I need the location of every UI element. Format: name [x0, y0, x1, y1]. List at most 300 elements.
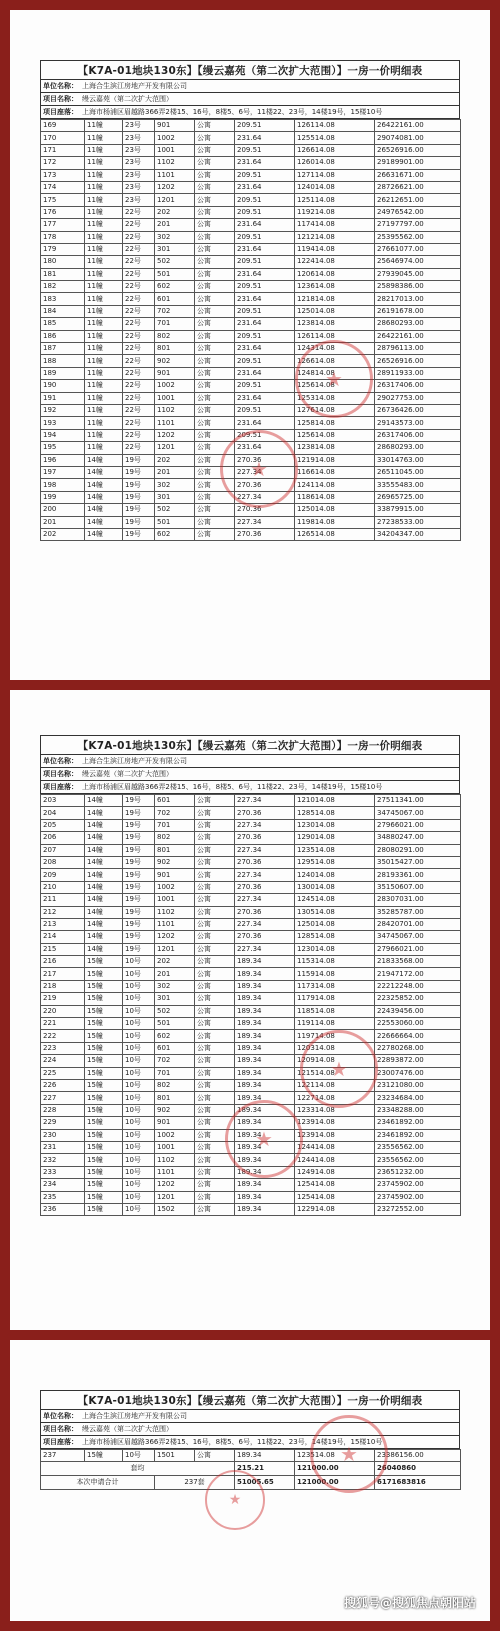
project-value: 缦云嘉苑（第二次扩大范围）: [82, 95, 173, 103]
table-cell: 702: [155, 305, 195, 317]
project-value: 缦云嘉苑（第二次扩大范围）: [82, 1425, 173, 1433]
table-cell: 209.51: [235, 355, 295, 367]
table-cell: 702: [155, 807, 195, 819]
table-cell: 126514.08: [295, 528, 375, 540]
table-cell: 公寓: [195, 968, 235, 980]
table-cell: 123814.08: [295, 442, 375, 454]
table-cell: 195: [41, 442, 85, 454]
table-cell: 129514.08: [295, 856, 375, 868]
table-row: [41, 293, 461, 305]
project-label: 项目名称：: [43, 95, 78, 103]
table-cell: 119814.08: [295, 516, 375, 528]
table-cell: 123914.08: [295, 1117, 375, 1129]
table-cell: 227.34: [235, 491, 295, 503]
table-cell: 公寓: [195, 355, 235, 367]
table-cell: 19号: [123, 832, 155, 844]
table-cell: 190: [41, 380, 85, 392]
table-cell: 23号: [123, 120, 155, 132]
total-units: 237套: [155, 1476, 235, 1490]
table-cell: 230: [41, 1129, 85, 1141]
table-cell: 14幢: [85, 869, 123, 881]
table-cell: 22号: [123, 268, 155, 280]
table-cell: 118514.08: [295, 1005, 375, 1017]
table-cell: 14幢: [85, 454, 123, 466]
table-cell: 22号: [123, 281, 155, 293]
table-cell: 11幢: [85, 243, 123, 255]
table-cell: 11幢: [85, 293, 123, 305]
table-cell: 11幢: [85, 392, 123, 404]
table-cell: 23461892.00: [375, 1129, 461, 1141]
table-cell: 公寓: [195, 417, 235, 429]
table-cell: 124414.08: [295, 1141, 375, 1153]
table-row: [41, 881, 461, 893]
table-cell: 23007476.00: [375, 1067, 461, 1079]
table-cell: 公寓: [195, 466, 235, 478]
table-cell: 公寓: [195, 392, 235, 404]
table-cell: 602: [155, 1030, 195, 1042]
table-cell: 119414.08: [295, 243, 375, 255]
table-cell: 公寓: [195, 243, 235, 255]
table-cell: 228: [41, 1104, 85, 1116]
table-cell: 22号: [123, 231, 155, 243]
table-cell: 1201: [155, 943, 195, 955]
table-cell: 公寓: [195, 1450, 235, 1462]
table-cell: 189: [41, 367, 85, 379]
table-cell: 209.51: [235, 120, 295, 132]
table-cell: 209.51: [235, 144, 295, 156]
table-cell: 901: [155, 1117, 195, 1129]
table-row: [41, 844, 461, 856]
table-cell: 公寓: [195, 819, 235, 831]
table-cell: 236: [41, 1203, 85, 1215]
table-cell: 125014.08: [295, 918, 375, 930]
table-cell: 19号: [123, 881, 155, 893]
table-cell: 19号: [123, 906, 155, 918]
table-cell: 25395562.00: [375, 231, 461, 243]
table-cell: 1002: [155, 1129, 195, 1141]
table-cell: 28307031.00: [375, 894, 461, 906]
table-row: [41, 169, 461, 181]
table-cell: 189.34: [235, 1055, 295, 1067]
total-area: 51005.65: [235, 1476, 295, 1490]
table-cell: 11幢: [85, 219, 123, 231]
table-cell: 公寓: [195, 132, 235, 144]
table-row: [41, 869, 461, 881]
table-cell: 公寓: [195, 318, 235, 330]
table-cell: 15幢: [85, 1092, 123, 1104]
table-cell: 122914.08: [295, 1203, 375, 1215]
table-cell: 226: [41, 1079, 85, 1091]
table-cell: 185: [41, 318, 85, 330]
table-cell: 229: [41, 1117, 85, 1129]
location-label: 项目座落：: [43, 108, 78, 116]
project-row: [40, 768, 460, 781]
table-cell: 11幢: [85, 181, 123, 193]
table-cell: 23号: [123, 169, 155, 181]
table-row: [41, 491, 461, 503]
table-cell: 10号: [123, 1141, 155, 1153]
table-cell: 22号: [123, 355, 155, 367]
table-cell: 232: [41, 1154, 85, 1166]
table-cell: 公寓: [195, 367, 235, 379]
table-cell: 127614.08: [295, 404, 375, 416]
table-cell: 33014763.00: [375, 454, 461, 466]
table-cell: 189.34: [235, 1042, 295, 1054]
table-row: [41, 181, 461, 193]
table-cell: 14幢: [85, 504, 123, 516]
table-row: [41, 1179, 461, 1191]
table-cell: 126614.08: [295, 355, 375, 367]
table-cell: 169: [41, 120, 85, 132]
table-cell: 121914.08: [295, 454, 375, 466]
source-watermark: 搜狐号@搜狐焦点朝阳站: [343, 1596, 476, 1610]
table-cell: 115314.08: [295, 956, 375, 968]
table-cell: 10号: [123, 1191, 155, 1203]
table-row: [41, 832, 461, 844]
table-cell: 14幢: [85, 906, 123, 918]
table-row: [41, 943, 461, 955]
table-cell: 209.51: [235, 281, 295, 293]
table-cell: 179: [41, 243, 85, 255]
table-cell: 公寓: [195, 1179, 235, 1191]
project-value: 缦云嘉苑（第二次扩大范围）: [82, 770, 173, 778]
table-cell: 22666664.00: [375, 1030, 461, 1042]
table-cell: 117914.08: [295, 993, 375, 1005]
table-cell: 11幢: [85, 256, 123, 268]
table-cell: 301: [155, 993, 195, 1005]
table-cell: 231.64: [235, 392, 295, 404]
project-row: [40, 93, 460, 106]
table-cell: 701: [155, 819, 195, 831]
table-cell: 198: [41, 479, 85, 491]
table-cell: 23556562.00: [375, 1141, 461, 1153]
table-cell: 公寓: [195, 844, 235, 856]
table-cell: 123914.08: [295, 1129, 375, 1141]
table-cell: 10号: [123, 1203, 155, 1215]
average-label: 套均: [41, 1462, 235, 1476]
table-cell: 189.34: [235, 956, 295, 968]
table-cell: 公寓: [195, 906, 235, 918]
table-cell: 28796113.00: [375, 343, 461, 355]
table-cell: 19号: [123, 454, 155, 466]
table-cell: 189.34: [235, 1141, 295, 1153]
table-cell: 公寓: [195, 1030, 235, 1042]
table-cell: 22553060.00: [375, 1018, 461, 1030]
total-label: 本次申请合计: [41, 1476, 155, 1490]
table-row: [41, 392, 461, 404]
table-cell: 11幢: [85, 380, 123, 392]
table-cell: 1002: [155, 132, 195, 144]
table-cell: 14幢: [85, 943, 123, 955]
table-cell: 19号: [123, 819, 155, 831]
table-cell: 1202: [155, 931, 195, 943]
table-cell: 14幢: [85, 832, 123, 844]
table-cell: 26317406.00: [375, 380, 461, 392]
table-row: [41, 256, 461, 268]
table-cell: 173: [41, 169, 85, 181]
table-row: [41, 1042, 461, 1054]
table-row: [41, 1154, 461, 1166]
average-row: [41, 1462, 461, 1476]
table-cell: 26965725.00: [375, 491, 461, 503]
table-cell: 177: [41, 219, 85, 231]
table-cell: 26212651.00: [375, 194, 461, 206]
table-cell: 189.34: [235, 1117, 295, 1129]
table-cell: 19号: [123, 504, 155, 516]
table-row: [41, 1018, 461, 1030]
table-cell: 802: [155, 1079, 195, 1091]
table-cell: 210: [41, 881, 85, 893]
table-cell: 213: [41, 918, 85, 930]
table-cell: 公寓: [195, 980, 235, 992]
table-cell: 23234684.00: [375, 1092, 461, 1104]
table-cell: 215: [41, 943, 85, 955]
table-cell: 公寓: [195, 956, 235, 968]
table-cell: 14幢: [85, 807, 123, 819]
table-cell: 公寓: [195, 1018, 235, 1030]
table-cell: 22号: [123, 442, 155, 454]
table-row: [41, 429, 461, 441]
table-cell: 189.34: [235, 1450, 295, 1462]
table-cell: 11幢: [85, 305, 123, 317]
table-cell: 23348288.00: [375, 1104, 461, 1116]
table-row: [41, 442, 461, 454]
table-cell: 702: [155, 1055, 195, 1067]
table-cell: 270.36: [235, 528, 295, 540]
table-cell: 217: [41, 968, 85, 980]
table-cell: 15幢: [85, 1450, 123, 1462]
table-cell: 10号: [123, 1104, 155, 1116]
table-cell: 231.64: [235, 367, 295, 379]
table-cell: 公寓: [195, 219, 235, 231]
table-cell: 227.34: [235, 466, 295, 478]
table-cell: 902: [155, 856, 195, 868]
table-cell: 1001: [155, 392, 195, 404]
table-cell: 184: [41, 305, 85, 317]
table-cell: 10号: [123, 1166, 155, 1178]
table-cell: 182: [41, 281, 85, 293]
table-cell: 181: [41, 268, 85, 280]
table-cell: 801: [155, 844, 195, 856]
unit-row: [40, 755, 460, 768]
table-cell: 公寓: [195, 943, 235, 955]
price-sheet-page-1: [10, 10, 490, 680]
table-row: [41, 528, 461, 540]
table-row: [41, 516, 461, 528]
table-cell: 209.51: [235, 194, 295, 206]
location-value: 上海市杨浦区眉越路366弄2楼15、16号，8楼5、6号，11楼22、23号，14楼19号，15楼10号: [82, 108, 383, 116]
table-row: [41, 157, 461, 169]
table-cell: 233: [41, 1166, 85, 1178]
table-cell: 1101: [155, 169, 195, 181]
table-cell: 130514.08: [295, 906, 375, 918]
table-cell: 27966021.00: [375, 943, 461, 955]
table-cell: 25646974.00: [375, 256, 461, 268]
table-cell: 10号: [123, 1129, 155, 1141]
table-cell: 125314.08: [295, 392, 375, 404]
table-cell: 27966021.00: [375, 819, 461, 831]
table-cell: 10号: [123, 1450, 155, 1462]
table-cell: 270.36: [235, 504, 295, 516]
table-row: [41, 1030, 461, 1042]
table-cell: 189.34: [235, 1129, 295, 1141]
table-cell: 124914.08: [295, 1166, 375, 1178]
table-cell: 227.34: [235, 844, 295, 856]
table-cell: 188: [41, 355, 85, 367]
total-price: 121000.00: [295, 1476, 375, 1490]
table-cell: 11幢: [85, 144, 123, 156]
table-cell: 26631671.00: [375, 169, 461, 181]
table-cell: 189.34: [235, 1079, 295, 1091]
table-cell: 14幢: [85, 894, 123, 906]
table-cell: 15幢: [85, 956, 123, 968]
table-cell: 189.34: [235, 980, 295, 992]
sheet-title: 【K7A-01地块130东】【缦云嘉苑（第二次扩大范围）】一房一价明细表: [40, 735, 460, 755]
table-cell: 204: [41, 807, 85, 819]
table-cell: 公寓: [195, 206, 235, 218]
table-cell: 14幢: [85, 881, 123, 893]
table-cell: 23121080.00: [375, 1079, 461, 1091]
price-sheet-page-3: [10, 1340, 490, 1621]
table-cell: 189.34: [235, 1030, 295, 1042]
table-cell: 22893872.00: [375, 1055, 461, 1067]
table-cell: 23号: [123, 144, 155, 156]
table-cell: 10号: [123, 1055, 155, 1067]
table-cell: 224: [41, 1055, 85, 1067]
table-row: [41, 906, 461, 918]
table-cell: 127114.08: [295, 169, 375, 181]
table-cell: 28726621.00: [375, 181, 461, 193]
table-cell: 189.34: [235, 1191, 295, 1203]
table-row: [41, 807, 461, 819]
table-cell: 202: [155, 206, 195, 218]
table-cell: 174: [41, 181, 85, 193]
table-cell: 189.34: [235, 993, 295, 1005]
location-row: [40, 106, 460, 119]
table-cell: 128514.08: [295, 807, 375, 819]
location-value: 上海市杨浦区眉越路366弄2楼15、16号，8楼5、6号，11楼22、23号，14楼19号，15楼10号: [82, 1438, 383, 1446]
table-cell: 1201: [155, 194, 195, 206]
table-cell: 19号: [123, 943, 155, 955]
table-cell: 189.34: [235, 1166, 295, 1178]
table-cell: 237: [41, 1450, 85, 1462]
table-cell: 15幢: [85, 1141, 123, 1153]
table-cell: 189.34: [235, 1018, 295, 1030]
unit-label: 单位名称：: [43, 1412, 78, 1420]
table-cell: 115914.08: [295, 968, 375, 980]
table-row: [41, 318, 461, 330]
table-cell: 19号: [123, 479, 155, 491]
table-cell: 189.34: [235, 1179, 295, 1191]
table-cell: 23461892.00: [375, 1117, 461, 1129]
table-cell: 公寓: [195, 1055, 235, 1067]
table-row: [41, 1079, 461, 1091]
table-cell: 公寓: [195, 491, 235, 503]
table-cell: 公寓: [195, 454, 235, 466]
table-cell: 172: [41, 157, 85, 169]
table-cell: 26736426.00: [375, 404, 461, 416]
price-table: [40, 1449, 461, 1490]
project-label: 项目名称：: [43, 1425, 78, 1433]
table-cell: 22号: [123, 343, 155, 355]
table-cell: 502: [155, 1005, 195, 1017]
table-cell: 501: [155, 268, 195, 280]
table-row: [41, 1055, 461, 1067]
table-row: [41, 1104, 461, 1116]
table-cell: 170: [41, 132, 85, 144]
total-row: [41, 1476, 461, 1490]
table-cell: 202: [155, 956, 195, 968]
table-cell: 122114.08: [295, 1079, 375, 1091]
table-cell: 209.51: [235, 305, 295, 317]
table-row: [41, 120, 461, 132]
table-row: [41, 956, 461, 968]
table-cell: 124114.08: [295, 479, 375, 491]
table-row: [41, 980, 461, 992]
table-cell: 270.36: [235, 807, 295, 819]
table-cell: 227.34: [235, 516, 295, 528]
table-cell: 15幢: [85, 1104, 123, 1116]
unit-row: [40, 80, 460, 93]
table-cell: 公寓: [195, 1079, 235, 1091]
table-cell: 29027753.00: [375, 392, 461, 404]
table-cell: 209.51: [235, 404, 295, 416]
table-cell: 125014.08: [295, 305, 375, 317]
table-cell: 202: [155, 454, 195, 466]
table-cell: 235: [41, 1191, 85, 1203]
table-cell: 187: [41, 343, 85, 355]
table-cell: 123514.08: [295, 844, 375, 856]
table-cell: 125014.08: [295, 504, 375, 516]
table-cell: 301: [155, 491, 195, 503]
table-cell: 公寓: [195, 404, 235, 416]
table-cell: 14幢: [85, 516, 123, 528]
table-cell: 11幢: [85, 281, 123, 293]
table-cell: 120614.08: [295, 268, 375, 280]
table-cell: 270.36: [235, 454, 295, 466]
project-row: [40, 1423, 460, 1436]
table-cell: 222: [41, 1030, 85, 1042]
table-cell: 公寓: [195, 380, 235, 392]
table-cell: 801: [155, 343, 195, 355]
table-cell: 211: [41, 894, 85, 906]
table-cell: 124514.08: [295, 894, 375, 906]
table-cell: 22号: [123, 318, 155, 330]
table-cell: 121814.08: [295, 293, 375, 305]
table-cell: 125614.08: [295, 380, 375, 392]
table-cell: 28080291.00: [375, 844, 461, 856]
table-cell: 227.34: [235, 869, 295, 881]
table-cell: 15幢: [85, 1079, 123, 1091]
table-cell: 183: [41, 293, 85, 305]
table-cell: 19号: [123, 894, 155, 906]
table-cell: 199: [41, 491, 85, 503]
table-cell: 209.51: [235, 231, 295, 243]
table-cell: 209.51: [235, 256, 295, 268]
table-cell: 205: [41, 819, 85, 831]
table-cell: 11幢: [85, 367, 123, 379]
table-row: [41, 305, 461, 317]
table-row: [41, 1203, 461, 1215]
table-cell: 601: [155, 293, 195, 305]
table-cell: 15幢: [85, 1129, 123, 1141]
average-area: 215.21: [235, 1462, 295, 1476]
table-cell: 15幢: [85, 1067, 123, 1079]
table-cell: 29143573.00: [375, 417, 461, 429]
table-cell: 15幢: [85, 1191, 123, 1203]
table-cell: 231.64: [235, 219, 295, 231]
table-cell: 公寓: [195, 856, 235, 868]
